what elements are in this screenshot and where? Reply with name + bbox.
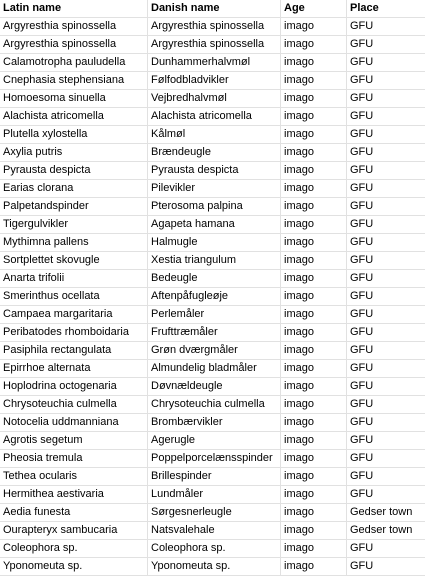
danish-name-cell[interactable]: Grøn dværgmåler [148, 342, 281, 360]
danish-name-cell[interactable]: Brombærvikler [148, 414, 281, 432]
table-row [0, 108, 425, 126]
latin-name-cell[interactable]: Peribatodes rhomboidaria [0, 324, 148, 342]
place-cell[interactable]: GFU [350, 452, 374, 464]
age-cell[interactable]: imago [281, 540, 347, 558]
danish-name-cell[interactable]: Pyrausta despicta [148, 162, 281, 180]
place-cell[interactable]: Gedser town [350, 524, 413, 536]
latin-name-cell[interactable]: Alachista atricomella [0, 108, 148, 126]
latin-name-cell[interactable]: Yponomeuta sp. [0, 558, 148, 576]
place-cell[interactable]: GFU [350, 74, 374, 86]
table-row [0, 252, 425, 270]
age-cell[interactable]: imago [281, 486, 347, 504]
latin-name-cell[interactable]: Coleophora sp. [0, 540, 148, 558]
age-cell[interactable]: imago [281, 324, 347, 342]
age-cell[interactable]: imago [281, 108, 347, 126]
table-row [0, 504, 425, 522]
place-cell[interactable]: GFU [350, 56, 374, 68]
table-row [0, 144, 425, 162]
latin-name-cell[interactable]: Pyrausta despicta [0, 162, 148, 180]
table-row [0, 198, 425, 216]
place-cell[interactable]: GFU [350, 92, 374, 104]
danish-name-cell[interactable]: Aftenpåfugleøje [148, 288, 281, 306]
place-cell[interactable]: GFU [350, 164, 374, 176]
latin-name-cell[interactable]: Calamotropha pauludella [0, 54, 148, 72]
age-cell[interactable]: imago [281, 162, 347, 180]
table-row [0, 486, 425, 504]
latin-name-cell[interactable]: Pasiphila rectangulata [0, 342, 148, 360]
place-cell[interactable]: GFU [350, 560, 374, 572]
header-place[interactable]: Place [350, 2, 379, 14]
age-cell[interactable]: imago [281, 234, 347, 252]
header-age[interactable]: Age [281, 0, 347, 18]
table-row [0, 72, 425, 90]
age-cell[interactable]: imago [281, 18, 347, 36]
place-cell[interactable]: GFU [350, 218, 374, 230]
age-cell[interactable]: imago [281, 126, 347, 144]
age-cell[interactable]: imago [281, 306, 347, 324]
danish-name-cell[interactable]: Natsvalehale [148, 522, 281, 540]
latin-name-cell[interactable]: Notocelia uddmanniana [0, 414, 148, 432]
table-row [0, 126, 425, 144]
table-body [0, 18, 425, 576]
place-cell[interactable]: Gedser town [350, 506, 413, 518]
age-cell[interactable]: imago [281, 180, 347, 198]
danish-name-cell[interactable]: Argyresthia spinossella [148, 36, 281, 54]
danish-name-cell[interactable]: Vejbredhalvmøl [148, 90, 281, 108]
table-row [0, 360, 425, 378]
danish-name-cell[interactable]: Lundmåler [148, 486, 281, 504]
danish-name-cell[interactable]: Perlemåler [148, 306, 281, 324]
table-row [0, 396, 425, 414]
place-cell[interactable]: GFU [350, 326, 374, 338]
latin-name-cell[interactable]: Tethea ocularis [0, 468, 148, 486]
place-cell[interactable]: GFU [350, 110, 374, 122]
table-row [0, 306, 425, 324]
age-cell[interactable]: imago [281, 504, 347, 522]
place-cell[interactable]: GFU [350, 488, 374, 500]
table-row [0, 558, 425, 576]
place-cell[interactable]: GFU [350, 38, 374, 50]
table-row [0, 324, 425, 342]
table-row [0, 270, 425, 288]
danish-name-cell[interactable]: Halmugle [148, 234, 281, 252]
latin-name-cell[interactable]: Palpetandspinder [0, 198, 148, 216]
age-cell[interactable]: imago [281, 36, 347, 54]
table-row [0, 450, 425, 468]
place-cell[interactable]: GFU [350, 146, 374, 158]
age-cell[interactable]: imago [281, 72, 347, 90]
latin-name-cell[interactable]: Plutella xylostella [0, 126, 148, 144]
latin-name-cell[interactable]: Hermithea aestivaria [0, 486, 148, 504]
table-row [0, 378, 425, 396]
latin-name-cell[interactable]: Earias clorana [0, 180, 148, 198]
danish-name-cell[interactable]: Brillespinder [148, 468, 281, 486]
place-cell[interactable]: GFU [350, 128, 374, 140]
age-cell[interactable]: imago [281, 522, 347, 540]
danish-name-cell[interactable]: Kålmøl [148, 126, 281, 144]
danish-name-cell[interactable]: Poppelporcelænsspinder [148, 450, 281, 468]
latin-name-cell[interactable]: Hoplodrina octogenaria [0, 378, 148, 396]
place-cell[interactable]: GFU [350, 200, 374, 212]
place-cell[interactable]: GFU [350, 236, 374, 248]
danish-name-cell[interactable]: Frufttræmåler [148, 324, 281, 342]
place-cell[interactable]: GFU [350, 542, 374, 554]
danish-name-cell[interactable]: Dunhammerhalvmøl [148, 54, 281, 72]
place-cell[interactable]: GFU [350, 272, 374, 284]
danish-name-cell[interactable]: Chrysoteuchia culmella [148, 396, 281, 414]
header-danish-name[interactable]: Danish name [148, 0, 281, 18]
age-cell[interactable]: imago [281, 288, 347, 306]
latin-name-cell[interactable]: Axylia putris [0, 144, 148, 162]
latin-name-cell[interactable]: Mythimna pallens [0, 234, 148, 252]
danish-name-cell[interactable]: Følfodbladvikler [148, 72, 281, 90]
danish-name-cell[interactable]: Yponomeuta sp. [148, 558, 281, 576]
latin-name-cell[interactable]: Ourapteryx sambucaria [0, 522, 148, 540]
place-cell[interactable]: GFU [350, 290, 374, 302]
table-row [0, 36, 425, 54]
danish-name-cell[interactable]: Almundelig bladmåler [148, 360, 281, 378]
place-cell[interactable]: GFU [350, 362, 374, 374]
age-cell[interactable]: imago [281, 378, 347, 396]
age-cell[interactable]: imago [281, 216, 347, 234]
age-cell[interactable]: imago [281, 558, 347, 576]
table-row [0, 414, 425, 432]
table-row [0, 468, 425, 486]
table-header-row [0, 0, 425, 18]
table-row [0, 162, 425, 180]
danish-name-cell[interactable]: Alachista atricomella [148, 108, 281, 126]
latin-name-cell[interactable]: Aedia funesta [0, 504, 148, 522]
latin-name-cell[interactable]: Sortplettet skovugle [0, 252, 148, 270]
latin-name-cell[interactable]: Homoesoma sinuella [0, 90, 148, 108]
place-cell[interactable]: GFU [350, 380, 374, 392]
latin-name-cell[interactable]: Argyresthia spinossella [0, 18, 148, 36]
latin-name-cell[interactable]: Epirrhoe alternata [0, 360, 148, 378]
latin-name-cell[interactable]: Tigergulvikler [0, 216, 148, 234]
table-row [0, 288, 425, 306]
table-row [0, 216, 425, 234]
table-row [0, 90, 425, 108]
danish-name-cell[interactable]: Pterosoma palpina [148, 198, 281, 216]
age-cell[interactable]: imago [281, 342, 347, 360]
place-cell[interactable]: GFU [350, 434, 374, 446]
table-row [0, 432, 425, 450]
age-cell[interactable]: imago [281, 144, 347, 162]
age-cell[interactable]: imago [281, 396, 347, 414]
latin-name-cell[interactable]: Pheosia tremula [0, 450, 148, 468]
place-cell[interactable]: GFU [350, 182, 374, 194]
header-latin-name[interactable]: Latin name [0, 0, 148, 18]
age-cell[interactable]: imago [281, 270, 347, 288]
table-row [0, 522, 425, 540]
table-row [0, 540, 425, 558]
place-cell[interactable]: GFU [350, 398, 374, 410]
danish-name-cell[interactable]: Sørgesnerleugle [148, 504, 281, 522]
danish-name-cell[interactable]: Bedeugle [148, 270, 281, 288]
place-cell[interactable]: GFU [350, 308, 374, 320]
place-cell[interactable]: GFU [350, 344, 374, 356]
table-row [0, 342, 425, 360]
place-cell[interactable]: GFU [350, 470, 374, 482]
danish-name-cell[interactable]: Xestia triangulum [148, 252, 281, 270]
danish-name-cell[interactable]: Døvnældeugle [148, 378, 281, 396]
danish-name-cell[interactable]: Agapeta hamana [148, 216, 281, 234]
table-row [0, 234, 425, 252]
latin-name-cell[interactable]: Cnephasia stephensiana [0, 72, 148, 90]
latin-name-cell[interactable]: Agrotis segetum [0, 432, 148, 450]
age-cell[interactable]: imago [281, 252, 347, 270]
latin-name-cell[interactable]: Anarta trifolii [0, 270, 148, 288]
latin-name-cell[interactable]: Argyresthia spinossella [0, 36, 148, 54]
table-row [0, 54, 425, 72]
age-cell[interactable]: imago [281, 360, 347, 378]
table-row [0, 180, 425, 198]
danish-name-cell[interactable]: Agerugle [148, 432, 281, 450]
age-cell[interactable]: imago [281, 468, 347, 486]
age-cell[interactable]: imago [281, 450, 347, 468]
latin-name-cell[interactable]: Chrysoteuchia culmella [0, 396, 148, 414]
age-cell[interactable]: imago [281, 90, 347, 108]
danish-name-cell[interactable]: Brændeugle [148, 144, 281, 162]
age-cell[interactable]: imago [281, 54, 347, 72]
age-cell[interactable]: imago [281, 414, 347, 432]
place-cell[interactable]: GFU [350, 416, 374, 428]
table-row [0, 18, 425, 36]
place-cell[interactable]: GFU [350, 254, 374, 266]
age-cell[interactable]: imago [281, 198, 347, 216]
age-cell[interactable]: imago [281, 432, 347, 450]
latin-name-cell[interactable]: Smerinthus ocellata [0, 288, 148, 306]
danish-name-cell[interactable]: Argyresthia spinossella [148, 18, 281, 36]
place-cell[interactable]: GFU [350, 20, 374, 32]
danish-name-cell[interactable]: Pilevikler [148, 180, 281, 198]
danish-name-cell[interactable]: Coleophora sp. [148, 540, 281, 558]
latin-name-cell[interactable]: Campaea margaritaria [0, 306, 148, 324]
